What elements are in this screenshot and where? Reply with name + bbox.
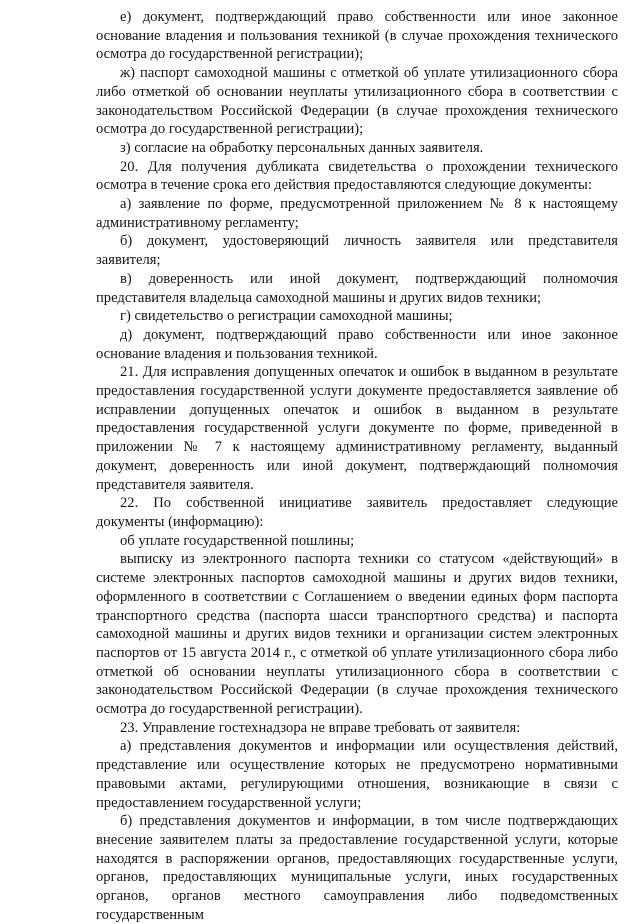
paragraph-23b-documents-held-by-agencies: б) представления документов и информации, в том числе подтверждающих внесение заявителем платы за предоставление государственной услуги, которые находятся в распоряжении органов, предоставляющих государственные услуги, органов, предоставляющих муниципальные услуги, иных государственных органов, органов местного самоуправления либо подведомственных государственным <box>96 813 618 923</box>
paragraph-e-ownership-document: е) документ, подтверждающий право собственности или иное законное основание владения и пользования техникой (в случае прохождения технического осмотра до государственной регистрации); <box>96 9 618 63</box>
paragraph-20v-power-of-attorney: в) доверенность или иной документ, подтверждающий полномочия представителя владельца самоходной машины и других видов техники; <box>96 270 618 306</box>
paragraph-22-state-fee: об уплате государственной пошлины; <box>120 532 355 549</box>
paragraph-22-electronic-passport-extract: выписку из электронного паспорта техники со статусом «действующий» в системе электронных паспортов самоходной машины и других видов техники, оформленного в соответствии с Соглашением о введении единых форм паспорта транспортного средства (паспорта шасси транспортного средства) и паспорта самоходной машины и других видов техники и организации систем электронных паспортов от 15 августа 2014 г., с отметкой об уплате утилизационного сбора либо отметкой об основании неуплаты утилизационного сбора в соответствии с законодательством Российской Федерации (в случае прохождения технического осмотра до государственной регистрации). <box>96 551 618 718</box>
document-page <box>96 8 618 924</box>
paragraph-z-personal-data-consent: з) согласие на обработку персональных данных заявителя. <box>120 139 484 156</box>
paragraph-23a-documents-not-required: а) представления документов и информации или осуществления действий, представление или осуществление которых не предусмотрено нормативными правовыми актами, регулирующими отношения, возникающие в связи с предоставлением государственной услуги; <box>96 738 618 811</box>
paragraph-22-own-initiative-documents: 22. По собственной инициативе заявитель предоставляет следующие документы (информацию): <box>96 495 618 530</box>
paragraph-20g-registration-certificate: г) свидетельство о регистрации самоходной машины; <box>120 308 453 325</box>
paragraph-20b-identity-document: б) документ, удостоверяющий личность заявителя или представителя заявителя; <box>96 233 618 269</box>
paragraph-21-error-correction: 21. Для исправления допущенных опечаток и ошибок в выданном в результате предоставления государственной услуги документе предоставляется заявление об исправлении допущенных опечаток и ошибок в выданном в результате предоставления государственной услуги документе по форме, приведенной в приложении № 7 к настоящему административному регламенту, выданный документ, доверенность или иной документ, подтверждающий полномочия представителя заявителя. <box>96 364 618 493</box>
paragraph-20-duplicate-certificate: 20. Для получения дубликата свидетельства о прохождении технического осмотра в течение срока его действия предоставляются следующие документы: <box>96 158 618 194</box>
paragraph-20a-application: а) заявление по форме, предусмотренной приложением № 8 к настоящему административному регламенту; <box>96 196 618 231</box>
paragraph-20d-ownership-document: д) документ, подтверждающий право собственности или иное законное основание владения и пользования техникой. <box>96 326 618 362</box>
paragraph-23-prohibited-requirements: 23. Управление гостехнадзора не вправе требовать от заявителя: <box>120 719 521 736</box>
paragraph-zh-machine-passport: ж) паспорт самоходной машины с отметкой об уплате утилизационного сбора либо отметкой об основании неуплаты утилизационного сбора в соответствии с законодательством Российской Федерации (в случае прохождения технического осмотра до государственной регистрации); <box>96 65 618 138</box>
